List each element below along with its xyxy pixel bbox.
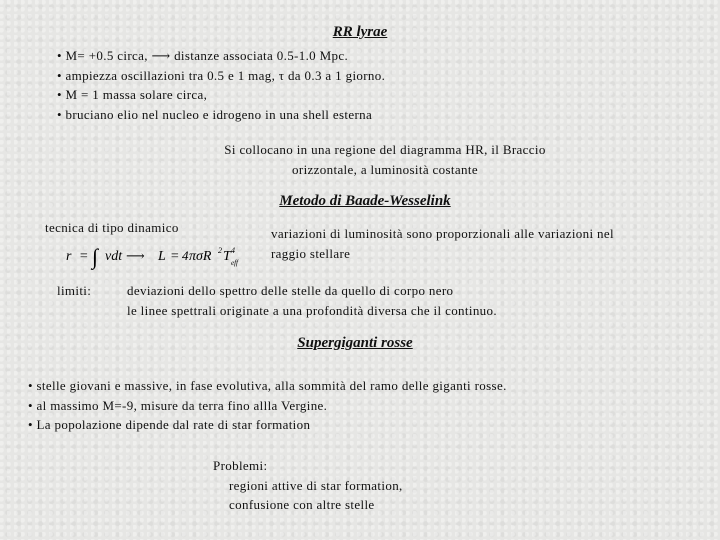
problems-block [213,456,613,515]
problems-title: Problemi: [213,458,268,473]
svg-text:vdt: vdt [105,249,123,264]
list-item: • al massimo M=-9, misure da terra fino allla Vergine. [28,396,708,416]
limits-line: deviazioni dello spettro delle stelle da quello di corpo nero [127,283,454,298]
svg-text:2: 2 [218,246,222,255]
svg-text:=: = [170,249,180,264]
limits-label: limiti: [57,283,92,298]
problems-line: confusione con altre stelle [229,497,375,512]
svg-text:L: L [158,249,166,264]
luminosity-variations-text [271,224,711,263]
svg-text:=: = [79,249,89,264]
list-item: • La popolazione dipende dal rate di star formation [28,415,708,435]
svg-text:⟶: ⟶ [126,248,145,263]
svg-text:πσR: πσR [189,249,212,264]
baade-wesselink-formula [62,240,252,274]
rr-lyrae-title: RR lyrae [332,24,388,40]
list-item: • M= +0.5 circa, ⟶ distanze associata 0.5-1.0 Mpc. [57,46,697,66]
variations-line: raggio stellare [271,245,351,261]
horizontal-branch-note [120,140,650,179]
svg-text:r: r [66,249,72,264]
baade-wesselink-title: Metodo di Baade-Wesselink [279,193,451,209]
list-item: • ampiezza oscillazioni tra 0.5 e 1 mag, τ da 0.3 a 1 giorno. [57,66,697,86]
list-item: • bruciano elio nel nucleo e idrogeno in una shell esterna [57,105,697,125]
svg-text:4: 4 [231,246,235,255]
red-supergiants-bullets [28,376,708,435]
svg-text:∫: ∫ [92,244,99,269]
limits-text [127,281,707,320]
note-line: orizzontale, a luminosità costante [292,161,478,177]
limits-line: le linee spettrali originate a una profondità diversa che il continuo. [127,302,497,318]
svg-text:T: T [223,249,231,264]
svg-text:4: 4 [182,248,189,263]
list-item: • stelle giovani e massive, in fase evolutiva, alla sommità del ramo delle giganti rosse. [28,376,708,396]
red-supergiants-title: Supergiganti rosse [297,335,413,351]
variations-line: variazioni di luminosità sono proporzionali alle variazioni nel [271,226,614,241]
svg-text:eff: eff [231,259,238,267]
rr-lyrae-bullets [57,46,697,124]
note-line: Si collocano in una regione del diagramma HR, il Braccio [224,142,546,157]
problems-line: regioni attive di star formation, [229,477,403,493]
list-item: • M = 1 massa solare circa, [57,85,697,105]
technique-label: tecnica di tipo dinamico [45,220,179,235]
